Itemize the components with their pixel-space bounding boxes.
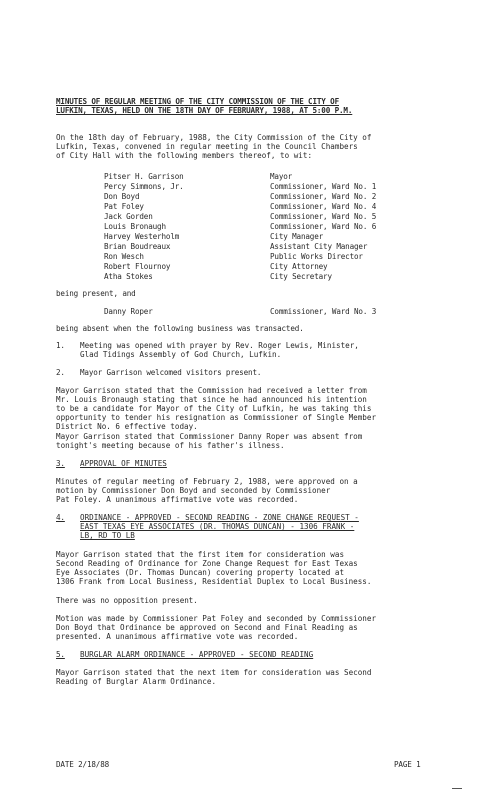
item3-number: 3. [56, 459, 65, 468]
member-role: Assistant City Manager [270, 242, 368, 251]
member-role: City Secretary [270, 272, 332, 281]
roster-row [0, 212, 484, 221]
member-name: Ron Wesch [104, 252, 144, 261]
member-name: Louis Bronaugh [104, 222, 166, 231]
roster-row [0, 242, 484, 251]
item3-title: APPROVAL OF MINUTES [80, 459, 167, 468]
item4-text: Mayor Garrison stated that the first item for consideration was Second Reading of Ordinance for Zone Change Request for East Texas Eye Associates (Dr. Thomas Duncan) covering property located at 1306 Frank from Local Business, Residential Duplex to Local Business. [56, 550, 372, 586]
roster-row [0, 262, 484, 271]
item2-number: 2. [56, 368, 65, 377]
member-role: Mayor [270, 172, 293, 181]
resignation-paragraph: Mayor Garrison stated that the Commission had received a letter from Mr. Louis Bronaugh stating that since he had announced his intention to be a candidate for Mayor of the City of Lufkin, he was taking this opportunity to tender his resignation as Commissioner of Single Member District No. 6 effective today. [56, 386, 377, 431]
member-role: Commissioner, Ward No. 1 [270, 182, 377, 191]
intro-paragraph: On the 18th day of February, 1988, the City Commission of the City of Lufkin, Texas, convened in regular meeting in the Council Chambers of City Hall with the following members thereof, to wit: [56, 133, 372, 160]
item4-title-line2: EAST TEXAS EYE ASSOCIATES (DR. THOMAS DUNCAN) - 1306 FRANK - [80, 522, 355, 531]
roster-row [0, 202, 484, 211]
item1-number: 1. [56, 341, 65, 350]
member-role: Commissioner, Ward No. 4 [270, 202, 377, 211]
member-name: Pat Foley [104, 202, 144, 211]
member-role: Commissioner, Ward No. 6 [270, 222, 377, 231]
no-opposition-text: There was no opposition present. [56, 596, 198, 605]
document-title-line2: LUFKIN, TEXAS, HELD ON THE 18TH DAY OF FEBRUARY, 1988, AT 5:00 P.M. [56, 106, 353, 115]
member-role: Public Works Director [270, 252, 363, 261]
roster-row [0, 222, 484, 231]
absence-paragraph: Mayor Garrison stated that Commissioner Danny Roper was absent from tonight's meeting because of his father's illness. [56, 432, 363, 450]
item5-number: 5. [56, 650, 65, 659]
member-name: Harvey Westerholm [104, 232, 180, 241]
member-name: Robert Flournoy [104, 262, 171, 271]
being-present-text: being present, and [56, 289, 136, 298]
footer-date: DATE 2/18/88 [56, 760, 110, 769]
roster-row [0, 232, 484, 241]
item4-title-line1: ORDINANCE - APPROVED - SECOND READING - ZONE CHANGE REQUEST - [80, 513, 359, 522]
roster-row [0, 272, 484, 281]
absent-member-name: Danny Roper [104, 307, 153, 316]
absent-member-role: Commissioner, Ward No. 3 [270, 307, 377, 316]
member-name: Brian Boudreaux [104, 242, 171, 251]
being-absent-text: being absent when the following business was transacted. [56, 324, 304, 333]
document-title-line1: MINUTES OF REGULAR MEETING OF THE CITY COMMISSION OF THE CITY OF [56, 97, 339, 106]
item5-title: BURGLAR ALARM ORDINANCE - APPROVED - SECOND READING [80, 650, 314, 659]
member-role: Commissioner, Ward No. 2 [270, 192, 377, 201]
member-role: Commissioner, Ward No. 5 [270, 212, 377, 221]
item2-text: Mayor Garrison welcomed visitors present. [80, 368, 262, 377]
item1-text: Meeting was opened with prayer by Rev. Roger Lewis, Minister, Glad Tidings Assembly of God Church, Lufkin. [80, 341, 359, 359]
footer-page-number: PAGE 1 [394, 760, 421, 769]
member-role: City Attorney [270, 262, 328, 271]
member-name: Percy Simmons, Jr. [104, 182, 184, 191]
roster-row [0, 252, 484, 261]
absent-member-row [0, 307, 484, 316]
item5-text: Mayor Garrison stated that the next item for consideration was Second Reading of Burglar Alarm Ordinance. [56, 668, 372, 686]
member-role: City Manager [270, 232, 324, 241]
roster-row [0, 172, 484, 181]
member-name: Jack Gorden [104, 212, 153, 221]
corner-scan-mark [452, 788, 462, 789]
member-name: Atha Stokes [104, 272, 153, 281]
motion-paragraph: Motion was made by Commissioner Pat Foley and seconded by Commissioner Don Boyd that Ordinance be approved on Second and Final Reading as presented. A unanimous affirmative vote was recorded. [56, 614, 377, 641]
member-name: Pitser H. Garrison [104, 172, 184, 181]
member-name: Don Boyd [104, 192, 140, 201]
roster-row [0, 192, 484, 201]
item4-title-line3: LB, RD TO LB [80, 531, 135, 540]
item4-number: 4. [56, 513, 65, 522]
item3-text: Minutes of regular meeting of February 2, 1988, were approved on a motion by Commissioner Don Boyd and seconded by Commissioner Pat Foley. A unanimous affirmative vote was recorded. [56, 477, 358, 504]
roster-row [0, 182, 484, 191]
